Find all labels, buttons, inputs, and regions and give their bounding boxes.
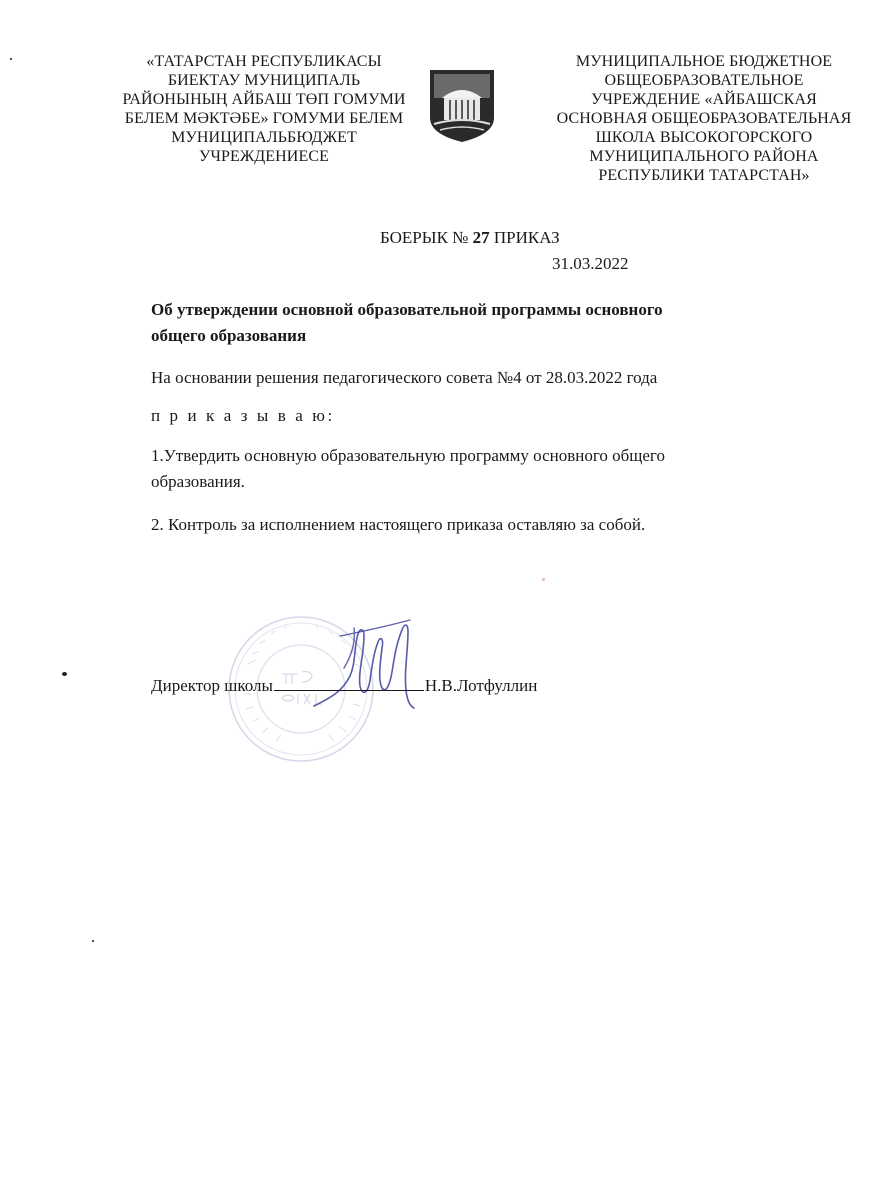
order-suffix: ПРИКАЗ — [493, 228, 560, 247]
scan-speck — [10, 58, 12, 60]
order-item-1-line: образования. — [151, 472, 245, 491]
subject-line: Об утверждении основной образовательной программы основного — [151, 300, 663, 319]
header-right-russian — [536, 52, 872, 185]
signature-row — [151, 676, 537, 696]
signer-name: Н.В.Лотфуллин — [424, 676, 538, 695]
signature-icon — [310, 614, 428, 712]
order-number: 27 — [472, 228, 490, 247]
scan-speck — [62, 672, 67, 676]
header-right-line: ШКОЛА ВЫСОКОГОРСКОГО — [595, 129, 813, 146]
header-left-line: БЕЛЕМ МӘКТӘБЕ» ГОМУМИ БЕЛЕМ — [124, 110, 404, 127]
header-right-line: МУНИЦИПАЛЬНОЕ БЮДЖЕТНОЕ — [575, 53, 833, 70]
header-right-line: МУНИЦИПАЛЬНОГО РАЙОНА — [589, 148, 819, 165]
scan-speck — [92, 940, 94, 942]
order-date: 31.03.2022 — [552, 254, 629, 273]
scan-speck — [542, 578, 545, 581]
header-left-line: УЧРЕЖДЕНИЕСЕ — [199, 148, 329, 165]
coat-of-arms-icon — [428, 68, 496, 144]
header-left-line: МУНИЦИПАЛЬБЮДЖЕТ — [171, 129, 357, 146]
header-right-line: РЕСПУБЛИКИ ТАТАРСТАН» — [598, 167, 810, 184]
header-right-line: ОБЩЕОБРАЗОВАТЕЛЬНОЕ — [604, 72, 804, 89]
signature-line — [274, 676, 424, 691]
order-prefix: БОЕРЫК № — [380, 228, 469, 247]
order-subject — [151, 297, 791, 349]
header-left-line: РАЙОНЫНЫҢ АЙБАШ ТӨП ГОМУМИ — [122, 91, 406, 108]
header-right-line: УЧРЕЖДЕНИЕ «АЙБАШСКАЯ — [591, 91, 817, 108]
order-item-1 — [151, 443, 665, 495]
order-item-1-line: 1.Утвердить основную образовательную программу основного общего — [151, 446, 665, 465]
signer-position: Директор школы — [151, 676, 273, 695]
header-left-line: БИЕКТАУ МУНИЦИПАЛЬ — [167, 72, 361, 89]
header-right-line: ОСНОВНАЯ ОБЩЕОБРАЗОВАТЕЛЬНАЯ — [556, 110, 852, 127]
header-left-tatar — [96, 52, 432, 166]
basis-paragraph: На основании решения педагогического совета №4 от 28.03.2022 года — [151, 368, 658, 387]
header-left-line: «ТАТАРСТАН РЕСПУБЛИКАСЫ — [146, 53, 382, 70]
subject-line: общего образования — [151, 326, 307, 345]
order-item-2: 2. Контроль за исполнением настоящего приказа оставляю за собой. — [151, 515, 646, 534]
order-word: п р и к а з ы в а ю: — [151, 406, 335, 425]
order-title — [380, 228, 560, 248]
